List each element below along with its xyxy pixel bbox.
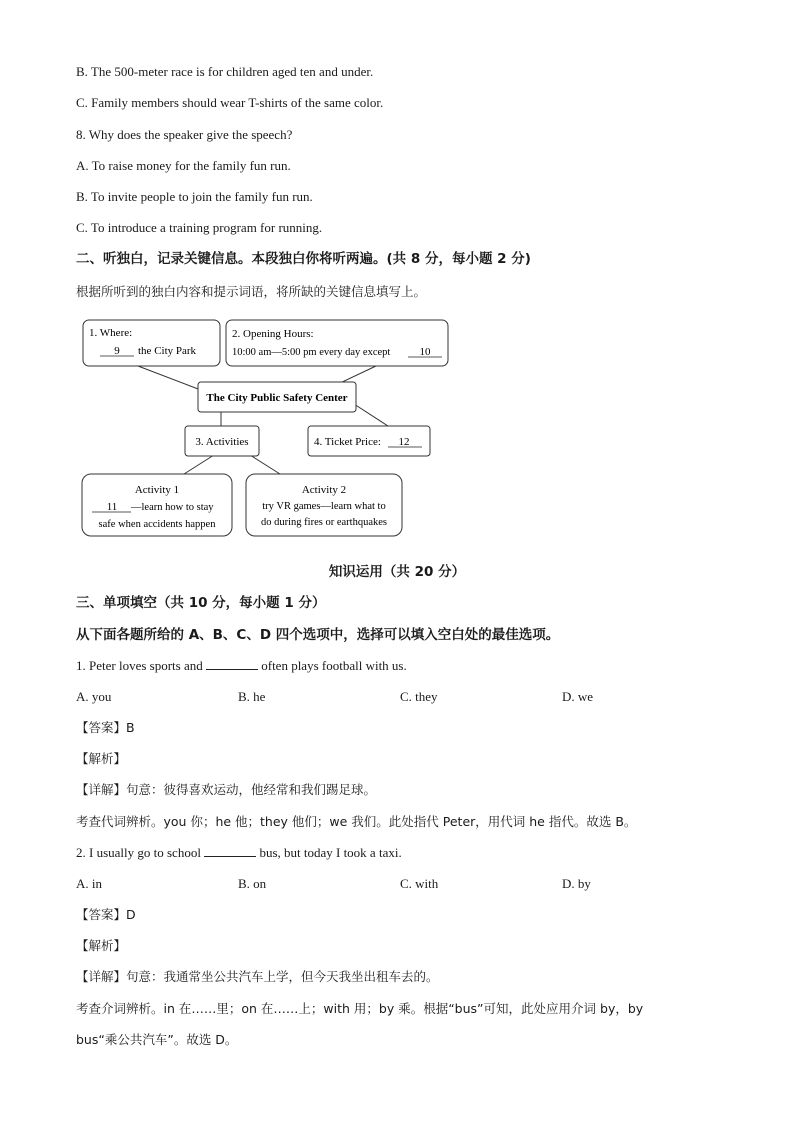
q1-detail: 【详解】句意：彼得喜欢运动，他经常和我们踢足球。	[76, 782, 377, 797]
connector-act1	[184, 455, 214, 474]
q8-stem: 8. Why does the speaker give the speech?	[76, 127, 293, 142]
q8-option-b: B. To invite people to join the family fun run.	[76, 189, 313, 204]
q1-answer: 【答案】B	[76, 720, 135, 735]
activity1-line1: —learn how to stay	[131, 502, 214, 513]
q1-stem-after: often plays football with us.	[261, 658, 407, 673]
q1-analysis: 【解析】	[76, 751, 127, 766]
q2-stem-before: 2. I usually go to school	[76, 845, 201, 860]
activity2-line2: do during fires or earthquakes	[261, 517, 387, 528]
q2-option-a: A. in	[76, 876, 102, 891]
connector-price	[354, 404, 388, 426]
q2-analysis: 【解析】	[76, 938, 127, 953]
hours-text: 10:00 am—5:00 pm every day except	[232, 347, 391, 358]
where-label: 1. Where:	[89, 327, 133, 339]
q7-option-c: C. Family members should wear T-shirts of the same color.	[76, 95, 384, 110]
q2-explain-line1: 考查介词辨析。in 在……里；on 在……上；with 用；by 乘。根据“bus”可知，此处应用介词 by，by	[76, 1001, 644, 1016]
q1-option-d: D. we	[562, 689, 594, 704]
part2-instruction: 根据所听到的独白内容和提示词语，将所缺的关键信息填写上。	[76, 284, 427, 299]
connector-where	[138, 366, 206, 392]
activity1-line2: safe when accidents happen	[98, 519, 216, 530]
q8-option-c: C. To introduce a training program for running.	[76, 220, 323, 235]
q2-option-d: D. by	[562, 876, 591, 891]
center-title: The City Public Safety Center	[206, 392, 348, 404]
price-number: 12	[398, 436, 410, 448]
hours-number: 10	[419, 346, 431, 358]
q2-blank	[204, 845, 256, 857]
q1-option-b: B. he	[238, 689, 266, 704]
q1-stem-before: 1. Peter loves sports and	[76, 658, 203, 673]
q2-explain-line2: bus“乘公共汽车”。故选 D。	[76, 1032, 238, 1047]
part3-heading: 三、单项填空（共 10 分，每小题 1 分）	[76, 595, 326, 611]
q2-option-b: B. on	[238, 876, 267, 891]
q1-blank	[206, 658, 258, 670]
part2-heading: 二、听独白，记录关键信息。本段独白你将听两遍。(共 8 分，每小题 2 分)	[76, 251, 531, 267]
part3-instruction: 从下面各题所给的 A、B、C、D 四个选项中，选择可以填入空白处的最佳选项。	[76, 627, 560, 643]
mind-map-diagram	[76, 314, 456, 544]
where-text: the City Park	[138, 345, 197, 357]
q8-option-a: A. To raise money for the family fun run.	[76, 158, 291, 173]
q1-option-a: A. you	[76, 689, 112, 704]
connector-hours	[338, 366, 376, 384]
activities-label: 3. Activities	[195, 436, 249, 448]
q2-stem	[76, 845, 402, 861]
q1-option-c: C. they	[400, 689, 438, 704]
where-number: 9	[114, 345, 120, 357]
section-title: 知识运用（共 20 分）	[328, 564, 466, 580]
price-label: 4. Ticket Price:	[314, 436, 381, 448]
q2-detail: 【详解】句意：我通常坐公共汽车上学，但今天我坐出租车去的。	[76, 969, 439, 984]
q2-stem-after: bus, but today I took a taxi.	[259, 845, 402, 860]
connector-act2	[250, 455, 280, 474]
activity1-number: 11	[106, 501, 118, 513]
hours-box	[226, 320, 448, 366]
activity2-title: Activity 2	[301, 484, 347, 496]
q1-explain: 考查代词辨析。you 你；he 他；they 他们；we 我们。此处指代 Peter，用代词 he 指代。故选 B。	[76, 814, 637, 829]
activity1-title: Activity 1	[134, 484, 180, 496]
activity2-line1: try VR games—learn what to	[262, 501, 386, 512]
q7-option-b: B. The 500-meter race is for children aged ten and under.	[76, 64, 374, 79]
q2-option-c: C. with	[400, 876, 439, 891]
q1-stem	[76, 658, 407, 674]
hours-label: 2. Opening Hours:	[232, 328, 314, 340]
q2-answer: 【答案】D	[76, 907, 136, 922]
